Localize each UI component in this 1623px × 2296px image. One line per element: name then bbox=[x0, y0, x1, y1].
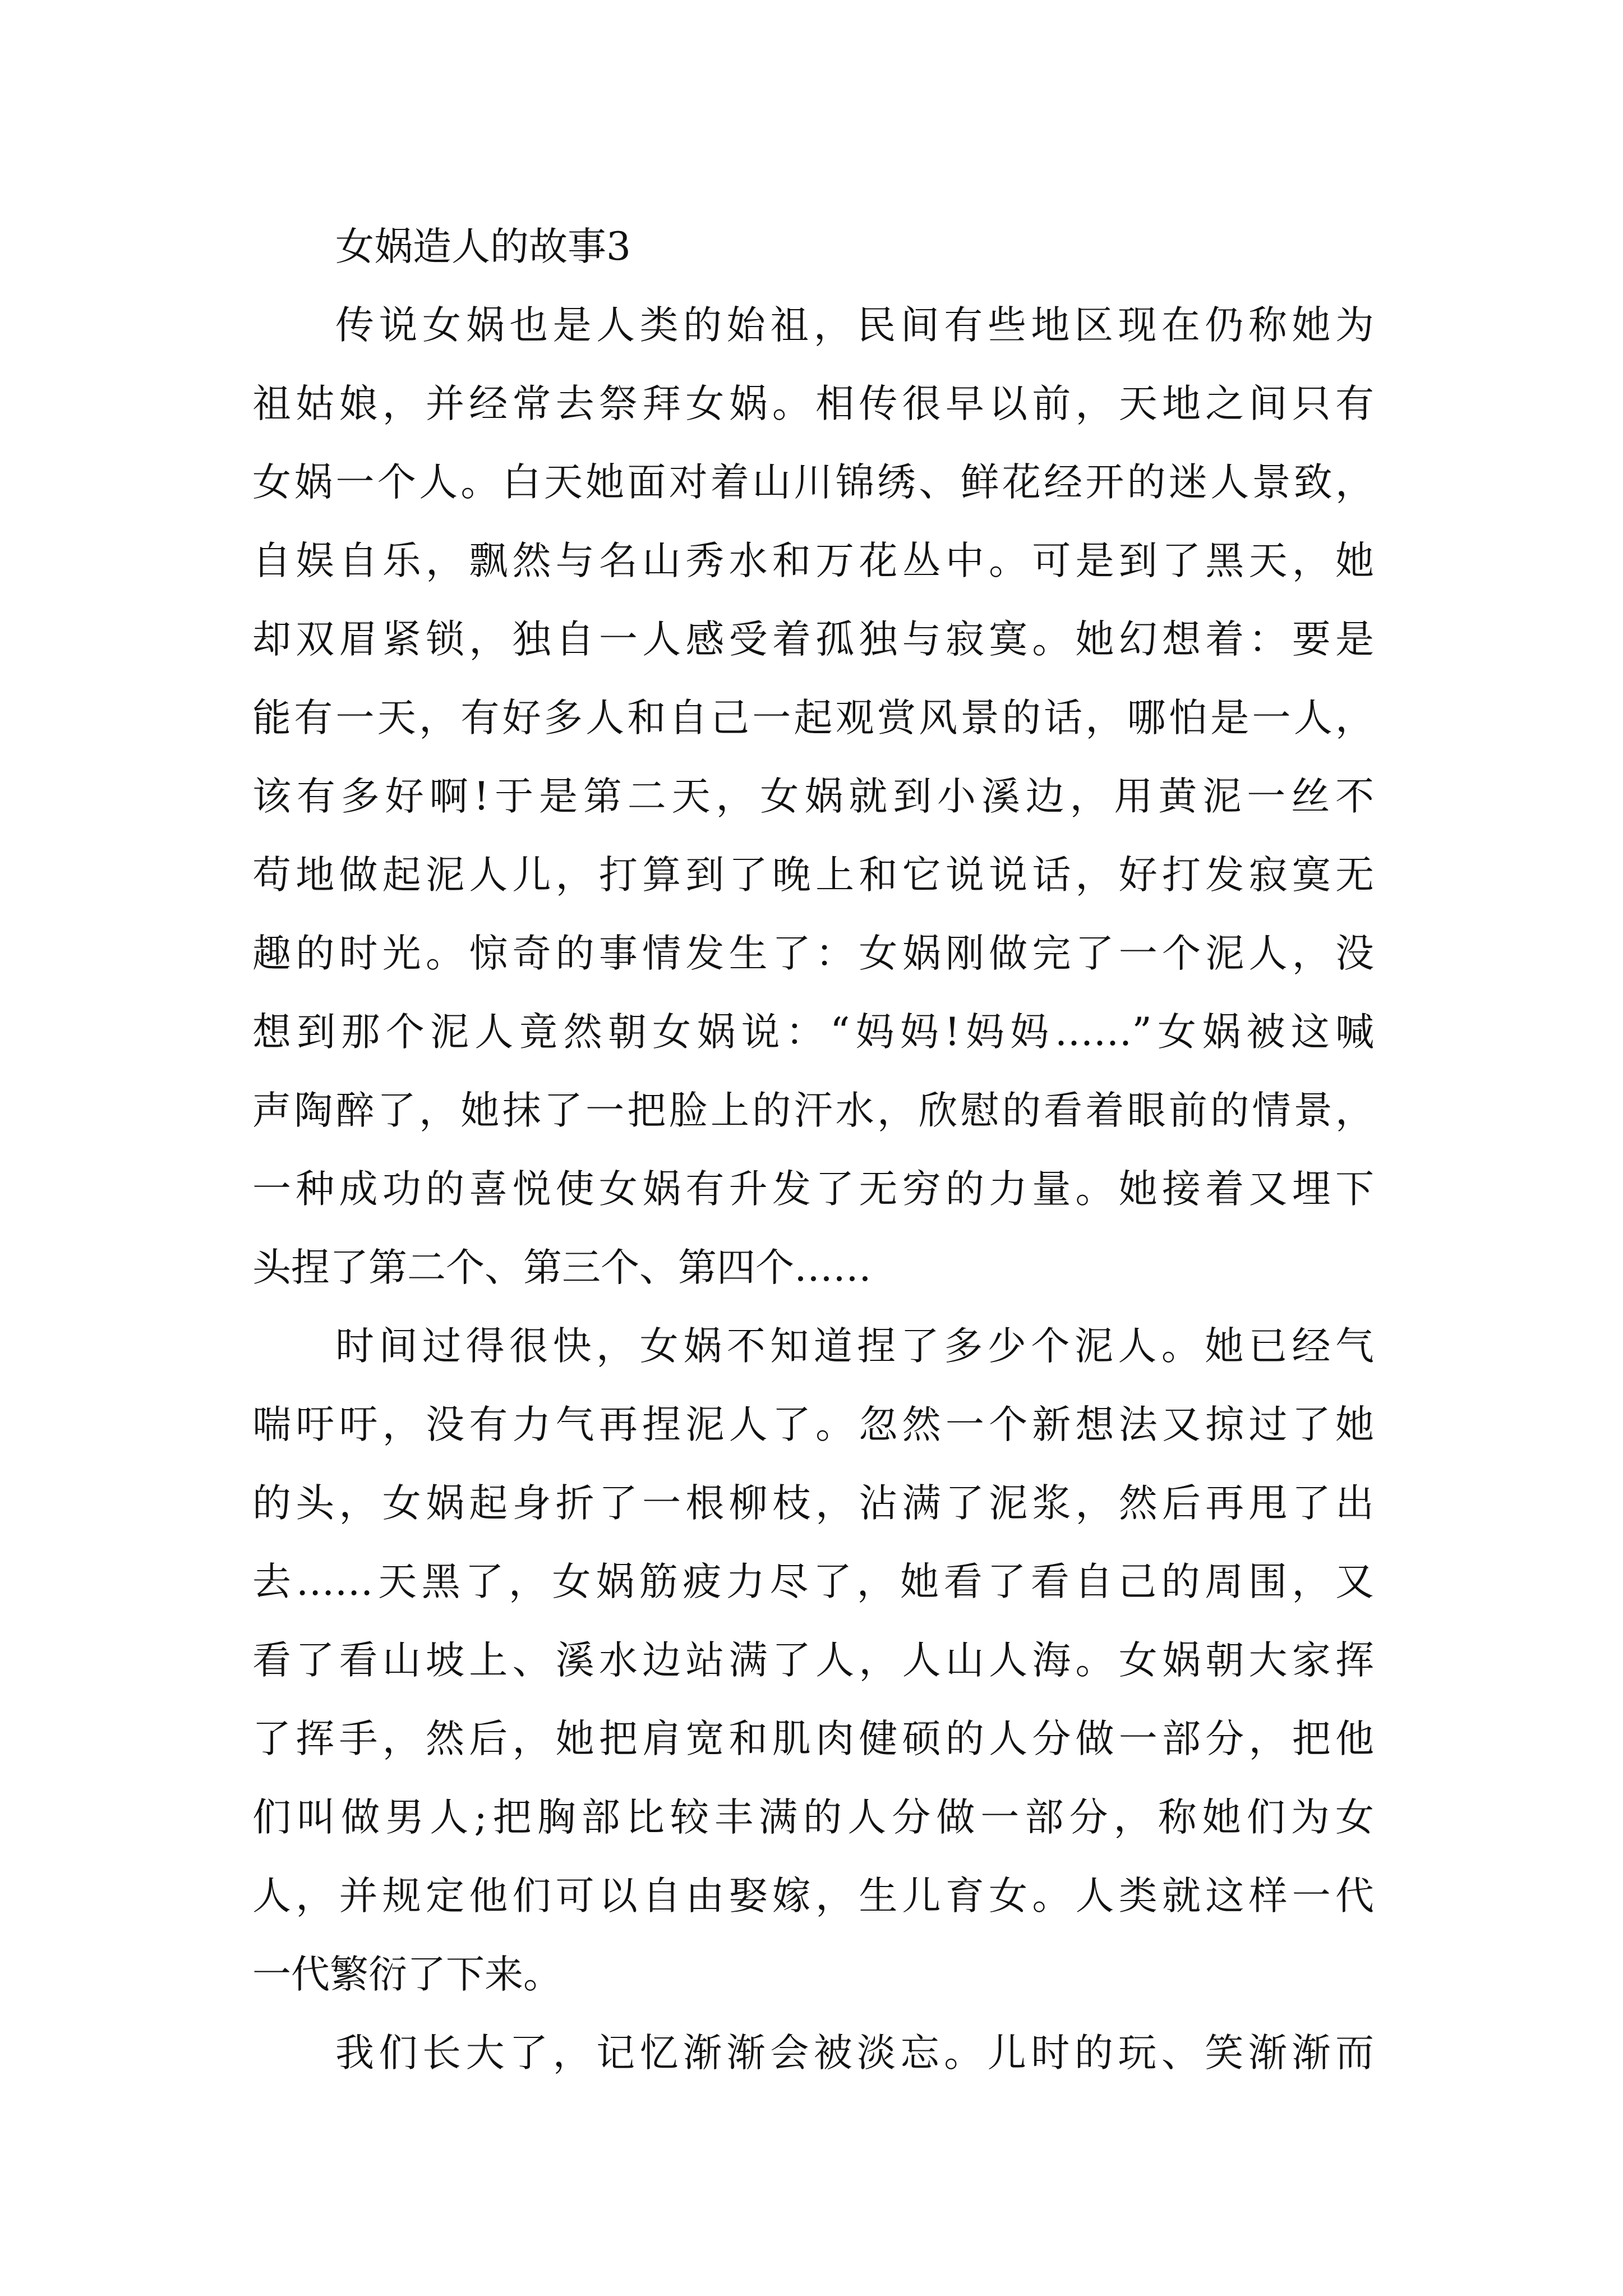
paragraph-3 bbox=[252, 2014, 1374, 2092]
text-line: 一种成功的喜悦使女娲有升发了无穷的力量。她接着又埋下 bbox=[252, 1167, 1374, 1212]
text-line: 传说女娲也是人类的始祖，民间有些地区现在仍称她为 bbox=[335, 303, 1374, 348]
text-line: 了挥手，然后，她把肩宽和肌肉健硕的人分做一部分，把他 bbox=[252, 1717, 1374, 1761]
text-line: 看了看山坡上、溪水边站满了人，人山人海。女娲朝大家挥 bbox=[252, 1638, 1374, 1683]
text-line: 去……天黑了，女娲筋疲力尽了，她看了看自己的周围，又 bbox=[252, 1559, 1374, 1604]
text-line: 想到那个泥人竟然朝女娲说：“妈妈!妈妈……”女娲被这喊 bbox=[252, 1010, 1374, 1055]
text-line: 却双眉紧锁，独自一人感受着孤独与寂寞。她幻想着：要是 bbox=[252, 617, 1374, 662]
text-line: 时间过得很快，女娲不知道捏了多少个泥人。她已经气 bbox=[335, 1324, 1374, 1369]
text-line: 趣的时光。惊奇的事情发生了：女娲刚做完了一个泥人，没 bbox=[252, 931, 1374, 976]
text-line: 声陶醉了，她抹了一把脸上的汗水，欣慰的看着眼前的情景， bbox=[252, 1088, 1374, 1133]
text-line: 苟地做起泥人儿，打算到了晚上和它说说话，好打发寂寞无 bbox=[252, 853, 1374, 898]
text-line: 女娲一个人。白天她面对着山川锦绣、鲜花经开的迷人景致， bbox=[252, 460, 1374, 505]
text-line: 头捏了第二个、第三个、第四个…… bbox=[252, 1245, 872, 1290]
text-line: 祖姑娘，并经常去祭拜女娲。相传很早以前，天地之间只有 bbox=[252, 381, 1374, 426]
text-line: 我们长大了，记忆渐渐会被淡忘。儿时的玩、笑渐渐而 bbox=[335, 2031, 1374, 2076]
paragraph-1 bbox=[252, 286, 1374, 1307]
text-line: 喘吁吁，没有力气再捏泥人了。忽然一个新想法又掠过了她 bbox=[252, 1402, 1374, 1447]
text-line: 的头，女娲起身折了一根柳枝，沾满了泥浆，然后再甩了出 bbox=[252, 1481, 1374, 1526]
text-line: 该有多好啊!于是第二天，女娲就到小溪边，用黄泥一丝不 bbox=[252, 774, 1374, 819]
text-line: 们叫做男人;把胸部比较丰满的人分做一部分，称她们为女 bbox=[252, 1795, 1374, 1840]
document-page bbox=[252, 208, 1374, 2092]
text-line: 能有一天，有好多人和自己一起观赏风景的话，哪怕是一人， bbox=[252, 696, 1374, 740]
text-line: 人，并规定他们可以自由娶嫁，生儿育女。人类就这样一代 bbox=[252, 1874, 1374, 1918]
text-line: 自娱自乐，飘然与名山秀水和万花丛中。可是到了黑天，她 bbox=[252, 539, 1374, 583]
paragraph-2 bbox=[252, 1307, 1374, 2014]
document-title: 女娲造人的故事3 bbox=[335, 224, 631, 269]
text-line: 一代繁衍了下来。 bbox=[252, 1952, 562, 1997]
